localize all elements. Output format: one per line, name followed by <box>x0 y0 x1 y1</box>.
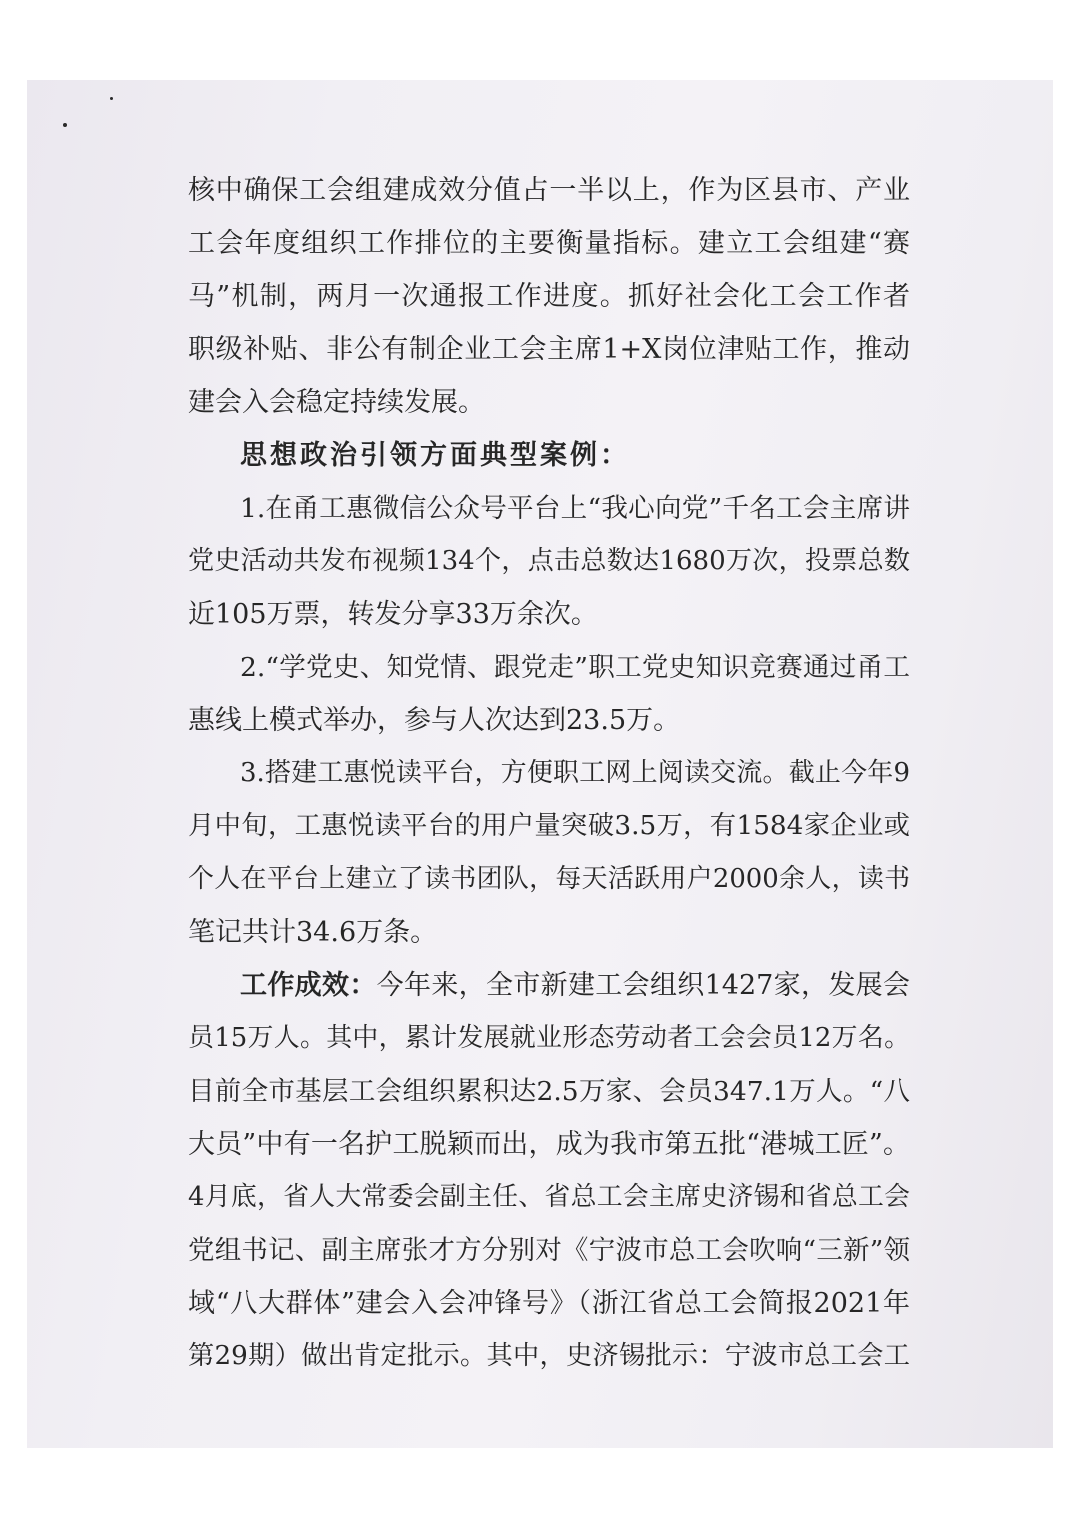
case-3-line: 3.搭建工惠悦读平台，方便职工网上阅读交流。截止今年9 <box>240 758 910 788</box>
text-line: 核中确保工会组建成效分值占一半以上，作为区县市、产业 <box>188 175 910 206</box>
text-line: 职级补贴、非公有制企业工会主席1+X岗位津贴工作，推动 <box>188 334 910 365</box>
case-2-line: 惠线上模式举办，参与人次达到23.5万。 <box>188 705 681 736</box>
results-first-line <box>188 959 910 1012</box>
case-3-line: 个人在平台上建立了读书团队，每天活跃用户2000余人，读书 <box>188 864 910 894</box>
results-first-text: 今年来，全市新建工会组织1427家，发展会 <box>376 970 910 1001</box>
case-1-line: 近105万票，转发分享33万余次。 <box>188 599 598 630</box>
results-line: 党组书记、副主席张才方分别对《宁波市总工会吹响“三新”领 <box>188 1235 910 1266</box>
results-line: 域“八大群体”建会入会冲锋号》（浙江省总工会简报2021年 <box>188 1288 910 1319</box>
document-page <box>27 80 1053 1448</box>
case-1-line: 党史活动共发布视频134个，点击总数达1680万次，投票总数 <box>188 546 910 576</box>
results-line: 第29期）做出肯定批示。其中，史济锡批示：宁波市总工会工 <box>188 1341 910 1371</box>
results-label: 工作成效： <box>240 970 377 1001</box>
case-2-line: 2.“学党史、知党情、跟党走”职工党史知识竞赛通过甬工 <box>240 652 910 683</box>
case-1-line: 1.在甬工惠微信公众号平台上“我心向党”千名工会主席讲 <box>240 493 910 524</box>
speck-mark <box>63 123 67 127</box>
results-line: 大员”中有一名护工脱颖而出，成为我市第五批“港城工匠”。 <box>188 1129 910 1160</box>
results-line: 目前全市基层工会组织累积达2.5万家、会员347.1万人。“八 <box>188 1076 910 1107</box>
text-line: 工会年度组织工作排位的主要衡量指标。建立工会组建“赛 <box>188 228 910 259</box>
results-line: 员15万人。其中，累计发展就业形态劳动者工会会员12万名。 <box>188 1023 910 1053</box>
results-line: 4月底，省人大常委会副主任、省总工会主席史济锡和省总工会 <box>188 1182 910 1212</box>
body-text <box>188 164 910 1383</box>
case-3-line: 笔记共计34.6万条。 <box>188 917 438 948</box>
speck-mark <box>110 97 113 100</box>
section-heading: 思想政治引领方面典型案例： <box>240 440 630 471</box>
text-line: 马”机制，两月一次通报工作进度。抓好社会化工会工作者 <box>188 281 910 312</box>
text-line: 建会入会稳定持续发展。 <box>188 387 485 418</box>
case-3-line: 月中旬，工惠悦读平台的用户量突破3.5万，有1584家企业或 <box>188 811 910 841</box>
